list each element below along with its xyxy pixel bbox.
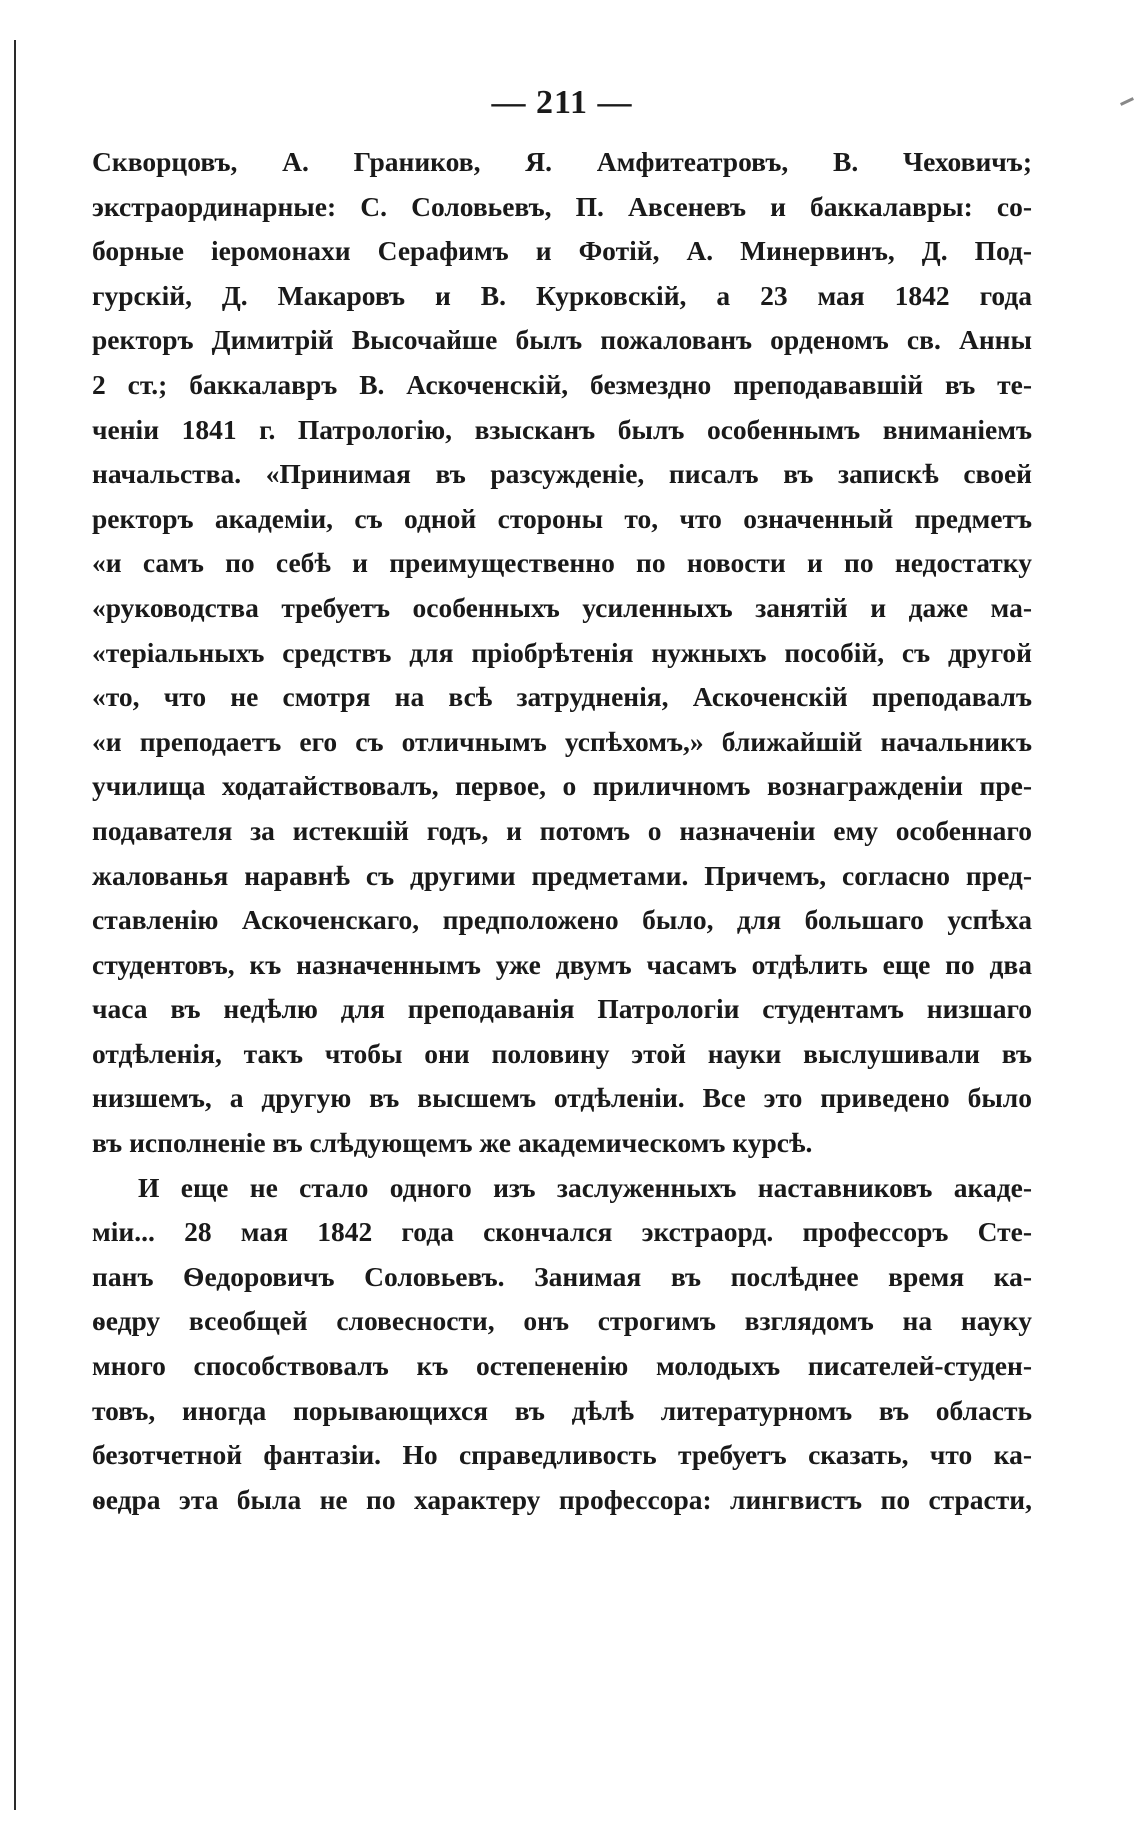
text-line: студентовъ, къ назначеннымъ уже двумъ часамъ отдѣлить еще по два xyxy=(92,948,1032,980)
text-line: училища ходатайствовалъ, первое, о приличномъ вознагражденіи пре- xyxy=(92,770,1032,802)
text-line: И еще не стало одного изъ заслуженныхъ наставниковъ акаде- xyxy=(138,1171,1032,1203)
book-page xyxy=(92,84,1032,1522)
text-line: міи... 28 мая 1842 года скончался экстраорд. профессоръ Сте- xyxy=(92,1216,1032,1248)
text-line: панъ Ѳедоровичъ Соловьевъ. Занимая въ послѣднее время ка- xyxy=(92,1260,1032,1292)
text-line: «теріальныхъ средствъ для пріобрѣтенія нужныхъ пособій, съ другой xyxy=(92,636,1032,668)
paragraph-1 xyxy=(92,140,1032,1166)
text-line: безотчетной фантазіи. Но справедливость требуетъ сказать, что ка- xyxy=(92,1439,1032,1471)
page-binding-edge xyxy=(14,40,16,1810)
print-mark xyxy=(1120,97,1134,106)
text-line: подавателя за истекшій годъ, и потомъ о назначеніи ему особеннаго xyxy=(92,814,1032,846)
text-line: ѳедру всеобщей словесности, онъ строгимъ взглядомъ на науку xyxy=(92,1305,1032,1337)
text-line: въ исполненіе въ слѣдующемъ же академическомъ курсѣ. xyxy=(92,1127,813,1159)
text-line: ченіи 1841 г. Патрологію, взысканъ былъ особеннымъ вниманіемъ xyxy=(92,413,1032,445)
text-line: Скворцовъ, А. Граников, Я. Амфитеатровъ, В. Чеховичъ; xyxy=(92,146,1032,177)
text-line: начальства. «Принимая въ разсужденіе, писалъ въ запискѣ своей xyxy=(92,458,1032,490)
text-line: борные іеромонахи Серафимъ и Фотій, А. Минервинъ, Д. Под- xyxy=(92,235,1032,267)
text-line: «и преподаетъ его съ отличнымъ успѣхомъ,» ближайшій начальникъ xyxy=(92,725,1032,757)
text-line: экстраординарные: С. Соловьевъ, П. Авсеневъ и баккалавры: со- xyxy=(92,190,1032,222)
text-line: отдѣленія, такъ чтобы они половину этой науки выслушивали въ xyxy=(92,1037,1032,1069)
text-line: 2 ст.; баккалавръ В. Аскоченскій, безмездно преподававшій въ те- xyxy=(92,368,1032,400)
paragraph-2 xyxy=(92,1166,1032,1523)
text-line: гурскій, Д. Макаровъ и В. Курковскій, а 23 мая 1842 года xyxy=(92,279,1032,311)
text-line: ректоръ академіи, съ одной стороны то, что означенный предметъ xyxy=(92,502,1032,534)
text-line: часа въ недѣлю для преподаванія Патрологіи студентамъ низшаго xyxy=(92,993,1032,1025)
text-line: «и самъ по себѣ и преимущественно по новости и по недостатку xyxy=(92,547,1032,579)
text-line: жалованья наравнѣ съ другими предметами. Причемъ, согласно пред- xyxy=(92,859,1032,891)
text-line: «руководства требуетъ особенныхъ усиленныхъ занятій и даже ма- xyxy=(92,591,1032,623)
text-line: ректоръ Димитрій Высочайше былъ пожалованъ орденомъ св. Анны xyxy=(92,324,1032,356)
text-line: много способствовалъ къ остепененію молодыхъ писателей-студен- xyxy=(92,1350,1032,1382)
text-line: «то, что не смотря на всѣ затрудненія, Аскоченскій преподавалъ xyxy=(92,681,1032,713)
text-line: ѳедра эта была не по характеру профессора: лингвистъ по страсти, xyxy=(92,1483,1032,1515)
page-number: — 211 — xyxy=(491,84,633,121)
text-line: товъ, иногда порывающихся въ дѣлѣ литературномъ въ область xyxy=(92,1394,1032,1426)
text-line: низшемъ, а другую въ высшемъ отдѣленіи. Все это приведено было xyxy=(92,1082,1032,1114)
text-line: ставленію Аскоченскаго, предположено было, для большаго успѣха xyxy=(92,904,1032,936)
